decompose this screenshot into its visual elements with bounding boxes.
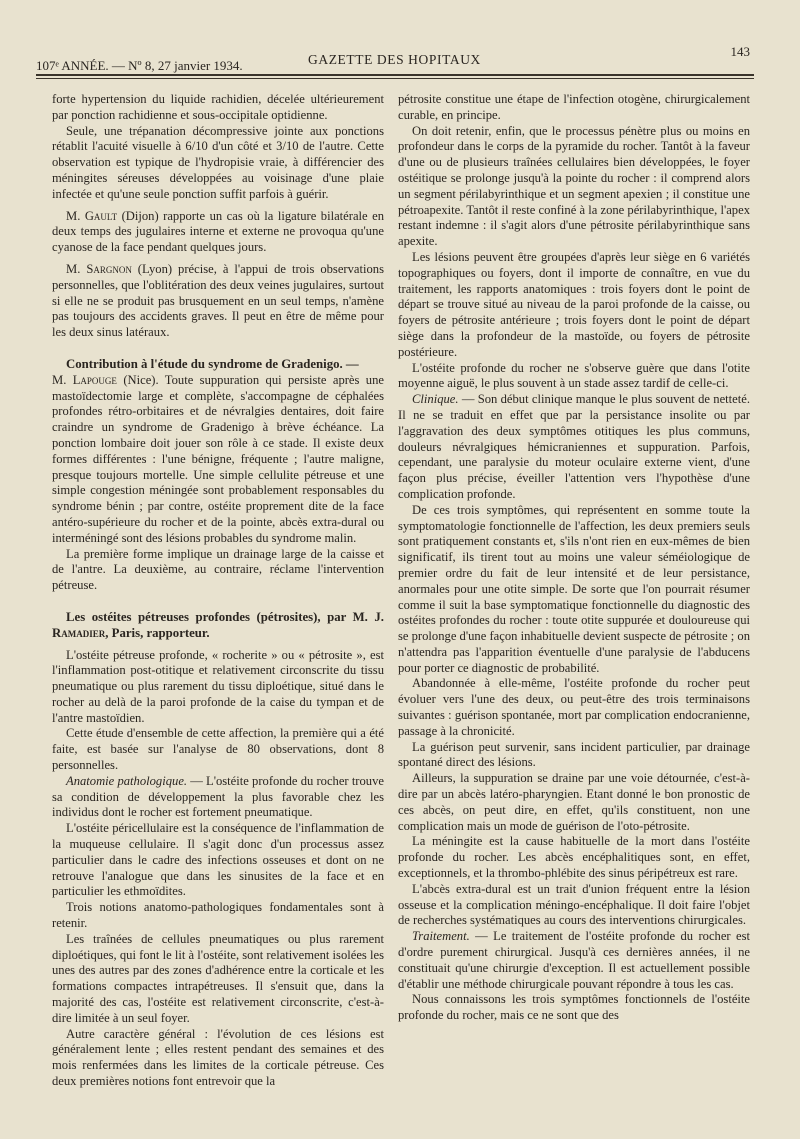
author-name: Ramadier — [52, 625, 106, 640]
right-column — [398, 92, 750, 1024]
issue-info: 107ᵉ ANNÉE. — Nº 8, 27 janvier 1934. — [36, 58, 243, 73]
paragraph: pétrosite constitue une étape de l'infection otogène, chirurgicalement curable, en principe. — [398, 92, 750, 122]
author-name: M. Sargnon — [66, 261, 132, 276]
author-name: M. Lapouge — [52, 372, 117, 387]
paragraph — [52, 209, 384, 256]
paragraph: La guérison peut survenir, sans incident particulier, par drainage spontané direct des lésions. — [398, 739, 750, 770]
paragraph: Autre caractère général : l'évolution de ces lésions est généralement lente ; elles restent pendant des semaines et des mois renfermées dans les limites de la corticale pétreuse. Ces deux premières notions font entrevoir que la — [52, 1026, 384, 1089]
paragraph: Abandonnée à elle-même, l'ostéite profonde du rocher peut évoluer vers l'une des deux, ou peut-être des trois terminaisons suivantes : guérison spontanée, mort par complication endocranienne, passage à la chronicité. — [398, 676, 750, 738]
paragraph: Les traînées de cellules pneumatiques ou plus rarement diploétiques, qui font le lit à l'ostéite, sont relativement isolées les unes des autres par des zones d'adhérence entre la corticale et les formations compactes intrapétreuses. Il s'ensuit que, dans la majorité des cas, l'ostéite est relativement circonscrite, c'est-à-dire limitée à un seul foyer. — [52, 931, 384, 1025]
paragraph — [52, 774, 384, 821]
paragraph: Ailleurs, la suppuration se draine par une voie détournée, c'est-à-dire par un abcès latéro-pharyngien. Etant donné le bon pronostic de ces abcès, on peut dire, en effet, qu'ils constituent, non une complication mais un mode de guérison de l'oto-pétrosite. — [398, 771, 750, 833]
paragraph: Les lésions peuvent être groupées d'après leur siège en 6 variétés topographiques ou foyers, dont il importe de connaître, en vue du traitement, les rapports anatomiques : trois foyers dont le point de départ se trouve situé au niveau de la paroi profonde de la caisse, ou foyers de pétrosite antérieure ; trois foyers dont le point de départ siège dans la profondeur de la mastoïde, ou foyers de pétrosite postérieure. — [398, 249, 750, 359]
paragraph: L'ostéite pétreuse profonde, « rocherite » ou « pétrosite », est l'inflammation post-otitique et relativement circonscrite du tissu pneumatique ou plus rarement du tissu diploétique, situé dans le rocher au delà de la paroi profonde de la caise du tympan et de l'antre mastoïdien. — [52, 647, 384, 725]
section-heading: Contribution à l'étude du syndrome de Gradenigo. — — [66, 356, 359, 371]
paragraph-text: — Son début clinique manque le plus souvent de netteté. Il ne se traduit en effet que par la persistance insolite ou par l'aggravation des deux symptômes otitiques les plus communs, douleurs névralgiques hémicraniennes et suppuration. Parfois, cependant, une paralysie du moteur oculaire externe vient, d'une façon plus précise, éveiller l'attention vers l'hypothèse d'une complication profonde. — [398, 392, 750, 501]
paragraph-text: (Dijon) rapporte un cas où la ligature bilatérale en deux temps des jugulaires interne et externe ne provoqua qu'une cyanose de la face pendant quelques jours. — [52, 208, 384, 255]
paragraph: On doit retenir, enfin, que le processus pénètre plus ou moins en profondeur dans le corps de la pyramide du rocher. Tantôt à la faveur d'une ou de plusieurs traînées cellulaires bien développées, le foyer ostéitique se prolonge jusqu'à la pointe du rocher : il comprend alors un segment périlabyrinthique et un segment apexien ; il constitue une pétroapexite. Tantôt il reste confiné à la zone périlabyrinthique, l'apex restant indemne : il s'agit alors d'une pétrosite périlabyrinthique sans apexite. — [398, 123, 750, 249]
header-rule — [36, 74, 754, 76]
paragraph: L'ostéite profonde du rocher ne s'observe guère que dans l'otite moyenne aiguë, le plus souvent à un stade assez tardif de celle-ci. — [398, 360, 750, 391]
paragraph — [398, 929, 750, 992]
paragraph — [398, 392, 750, 503]
page-header — [36, 44, 764, 78]
journal-title: GAZETTE DES HOPITAUX — [308, 52, 481, 67]
heading-tail: , Paris, rapporteur. — [105, 625, 210, 640]
left-column — [52, 92, 384, 1090]
paragraph: La méningite est la cause habituelle de la mort dans l'ostéite profonde du rocher. Les abcès encéphalitiques sont, en effet, exceptionnels, et la thrombo-phlébite des sinus péripétreux est rare. — [398, 834, 750, 881]
paragraph: La première forme implique un drainage large de la caisse et de l'antre. La deuxième, au contraire, réclame l'intervention pétreuse. — [52, 546, 384, 593]
heading-text: Les ostéites pétreuses profondes (pétrosites), par M. J. — [66, 609, 384, 624]
paragraph: forte hypertension du liquide rachidien, décelée ultérieurement par ponction rachidienne et sous-occipitale optidienne. — [52, 92, 384, 122]
paragraph: Seule, une trépanation décompressive jointe aux ponctions rétablit l'acuité visuelle à 6/10 d'un côté et 3/10 de l'autre. Cette observation est typique de l'hydropisie vraie, à différencier des méningites séreuses développées au voisinage d'une plaie infectée et qu'une seule ponction suffit parfois à guérir. — [52, 123, 384, 201]
paragraph — [52, 373, 384, 547]
paragraph: Nous connaissons les trois symptômes fonctionnels de l'ostéite profonde du rocher, mais ce ne sont que des — [398, 992, 750, 1023]
paragraph: L'abcès extra-dural est un trait d'union fréquent entre la lésion osseuse et la complication méningo-encéphalique. Il doit faire l'objet de recherches systématiques au cours des interventions chirurgicales. — [398, 881, 750, 928]
paragraph: Cette étude d'ensemble de cette affection, la première qui a été faite, est basée sur l'analyse de 80 observations, dont 8 personnelles. — [52, 726, 384, 773]
page-number: 143 — [730, 44, 750, 59]
section-heading — [52, 610, 384, 642]
header-rule-thin — [36, 78, 754, 79]
subheading: Anatomie pathologique. — [66, 773, 188, 788]
subheading: Traitement. — [412, 929, 470, 944]
subheading: Clinique. — [412, 392, 459, 407]
paragraph: De ces trois symptômes, qui représentent en somme toute la symptomatologie fonctionnelle de l'affection, les deux premiers seuls sont pratiquement constants et, s'ils n'ont rien en eux-mêmes de bien significatif, ils tirent tout au moins une valeur séméiologique de premier ordre du fait de leur intensité et de leur persistance, anormales pour une otite simple. De sorte que l'on pourrait résumer comme il suit la base symptomatique fonctionnelle du diagnostic des ostéites profondes du rocher : toute otite suppurée et douloureuse qui se prolonge d'une façon inhabituelle devient suspecte de pétrosite ; on n'attendra pas l'apparition éventuelle d'une paralysie de l'abducens pour porter ce diagnostic de probabilité. — [398, 502, 750, 675]
paragraph-text: — Le traitement de l'ostéite profonde du rocher est d'ordre purement chirurgical. Jusqu'à ces dernières années, il ne constituait qu'une chirurgie d'exception. Il est actuellement possible d'établir une méthode chirurgicale pouvant répondre à tous les cas. — [398, 929, 750, 991]
paragraph: Trois notions anatomo-pathologiques fondamentales sont à retenir. — [52, 900, 384, 931]
paragraph — [52, 262, 384, 341]
paragraph: L'ostéite péricellulaire est la conséquence de l'inflammation de la muqueuse cellulaire. Il s'agit donc d'un processus assez particulier dans le cadre des infections osseuses et dont on ne retrouve l'analogue que dans les sinusites de la face et en particulier les ethmoïdites. — [52, 821, 384, 899]
author-name: M. Gault — [66, 208, 118, 223]
paragraph-text: (Nice). Toute suppuration qui persiste après une mastoïdectomie large et complète, s'accompagne de céphalées profondes rétro-orbitaires et de névralgies dentaires, doit faire craindre un syndrome de Gradenigo à brève échéance. La ponction lombaire doit jouer son rôle à ce stade. Il existe deux formes différentes : l'une bénigne, fréquente ; l'autre maligne, presque toujours mortelle. Une simple cellulite pétreuse et une simple congestion méningée sont probablement responsables du syndrome bénin ; par contre, ostéite proprement dite de la face antéro-supérieure du rocher et de la pointe, abcès extra-dural ou interméningé sont des lésions probables du syndrome malin. — [52, 372, 384, 545]
paragraph-text: — L'ostéite profonde du rocher trouve sa condition de développement la plus favorable chez les individus dont le rocher est fortement pneumatique. — [52, 773, 384, 820]
paragraph-text: (Lyon) précise, à l'appui de trois observations personnelles, que l'oblitération des deux veines jugulaires, surtout si elle ne se produit pas brusquement en un seul temps, n'amène pas toujours des accidents graves. Il peut en être de même pour les deux sinus latéraux. — [52, 261, 384, 340]
